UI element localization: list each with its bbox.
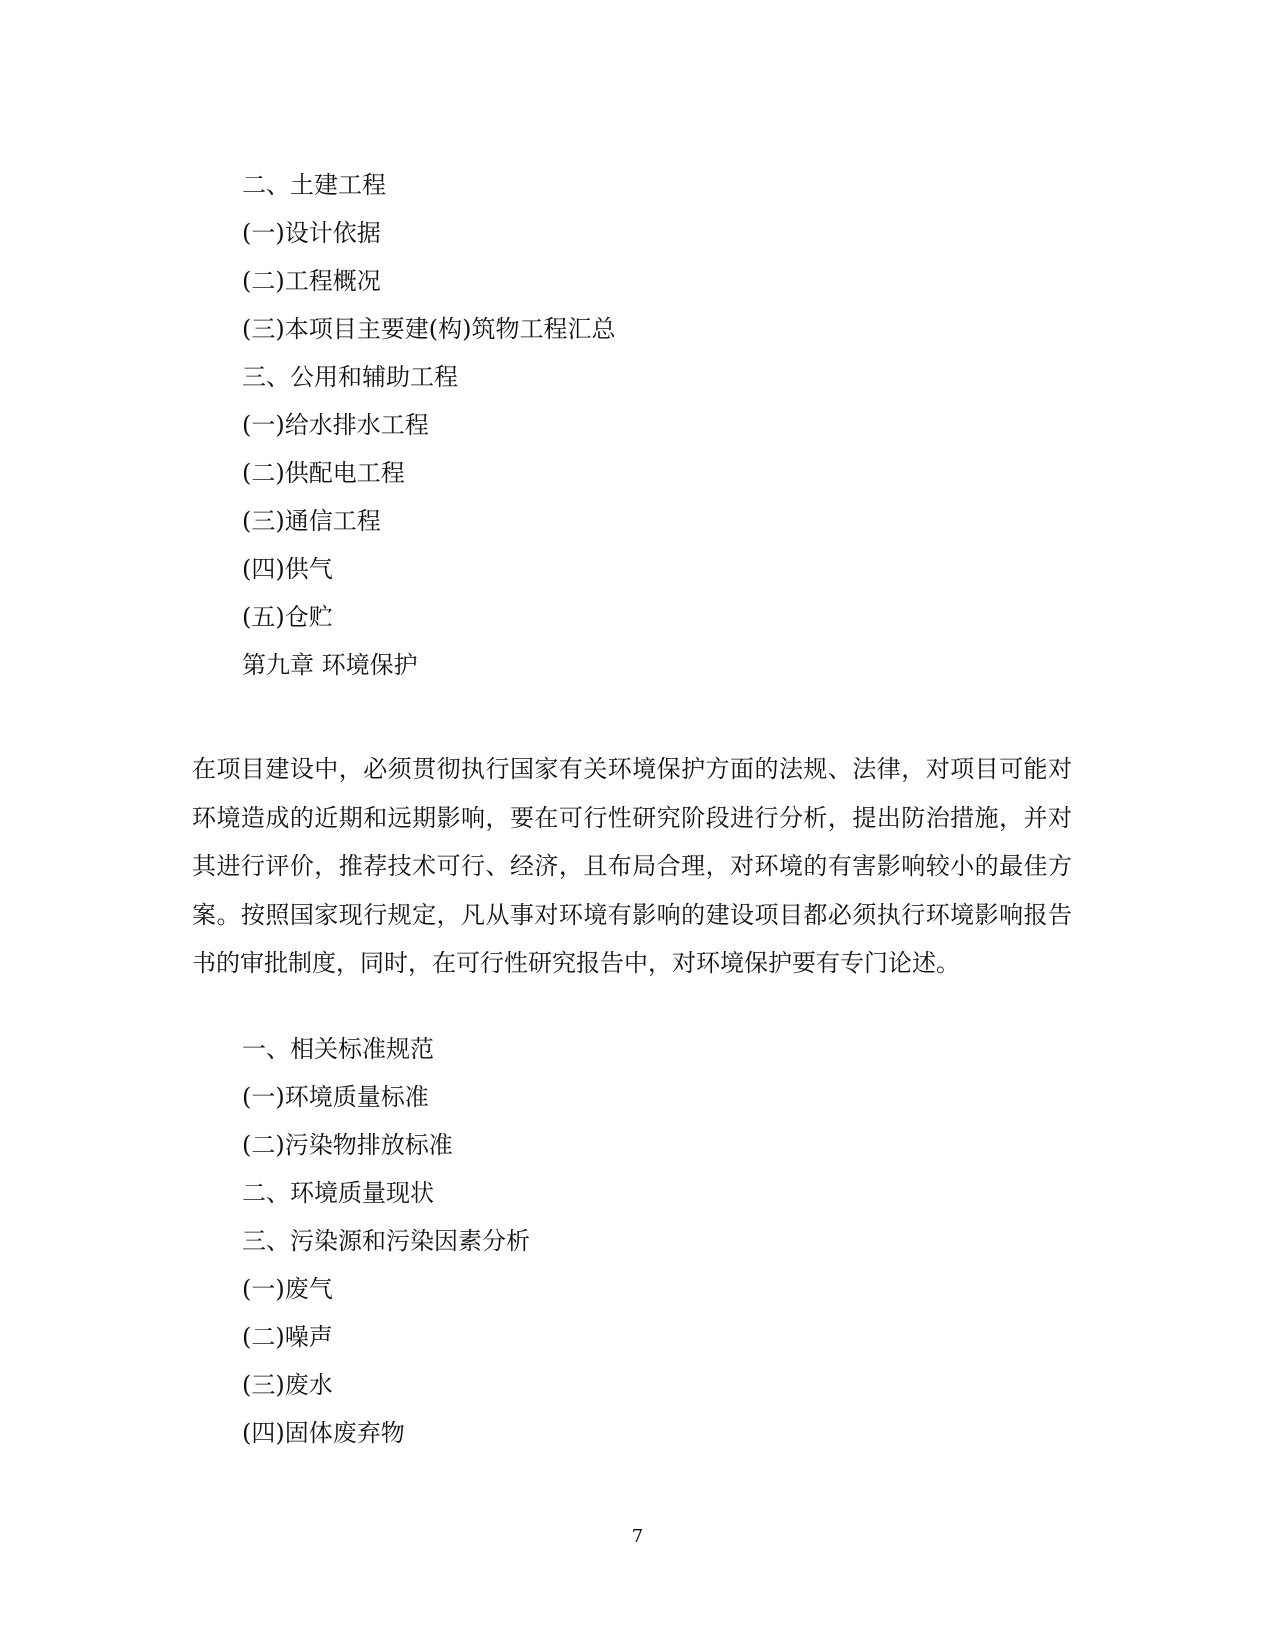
- item-water-supply-drainage: (一)给水排水工程: [242, 411, 429, 439]
- item-solid-waste: (四)固体废弃物: [242, 1419, 405, 1447]
- item-buildings-summary: (三)本项目主要建(构)筑物工程汇总: [242, 315, 616, 343]
- item-design-basis: (一)设计依据: [242, 219, 381, 247]
- item-waste-gas: (一)废气: [242, 1275, 333, 1303]
- heading-environment-status: 二、环境质量现状: [242, 1179, 434, 1207]
- item-quality-standards: (一)环境质量标准: [242, 1083, 429, 1111]
- item-power-distribution: (二)供配电工程: [242, 459, 405, 487]
- item-communication: (三)通信工程: [242, 507, 381, 535]
- page-number: 7: [631, 1526, 644, 1547]
- item-project-overview: (二)工程概况: [242, 267, 381, 295]
- item-emission-standards: (二)污染物排放标准: [242, 1131, 453, 1159]
- item-gas-supply: (四)供气: [242, 555, 333, 583]
- item-storage: (五)仓贮: [242, 603, 333, 631]
- body-paragraph: 在项目建设中，必须贯彻执行国家有关环境保护方面的法规、法律，对项目可能对环境造成的近期和远期影响，要在可行性研究阶段进行分析，提出防治措施，并对其进行评价，推荐技术可行、经济，且布局合理，对环境的有害影响较小的最佳方案。按照国家现行规定，凡从事对环境有影响的建设项目都必须执行环境影响报告书的审批制度，同时，在可行性研究报告中，对环境保护要有专门论述。: [192, 755, 1072, 977]
- heading-civil-engineering: 二、土建工程: [242, 171, 386, 199]
- heading-pollution-sources: 三、污染源和污染因素分析: [242, 1227, 530, 1255]
- item-noise: (二)噪声: [242, 1323, 333, 1351]
- heading-standards: 一、相关标准规范: [242, 1035, 434, 1063]
- chapter-title: 第九章 环境保护: [242, 651, 418, 679]
- item-waste-water: (三)废水: [242, 1371, 333, 1399]
- heading-utilities: 三、公用和辅助工程: [242, 363, 458, 391]
